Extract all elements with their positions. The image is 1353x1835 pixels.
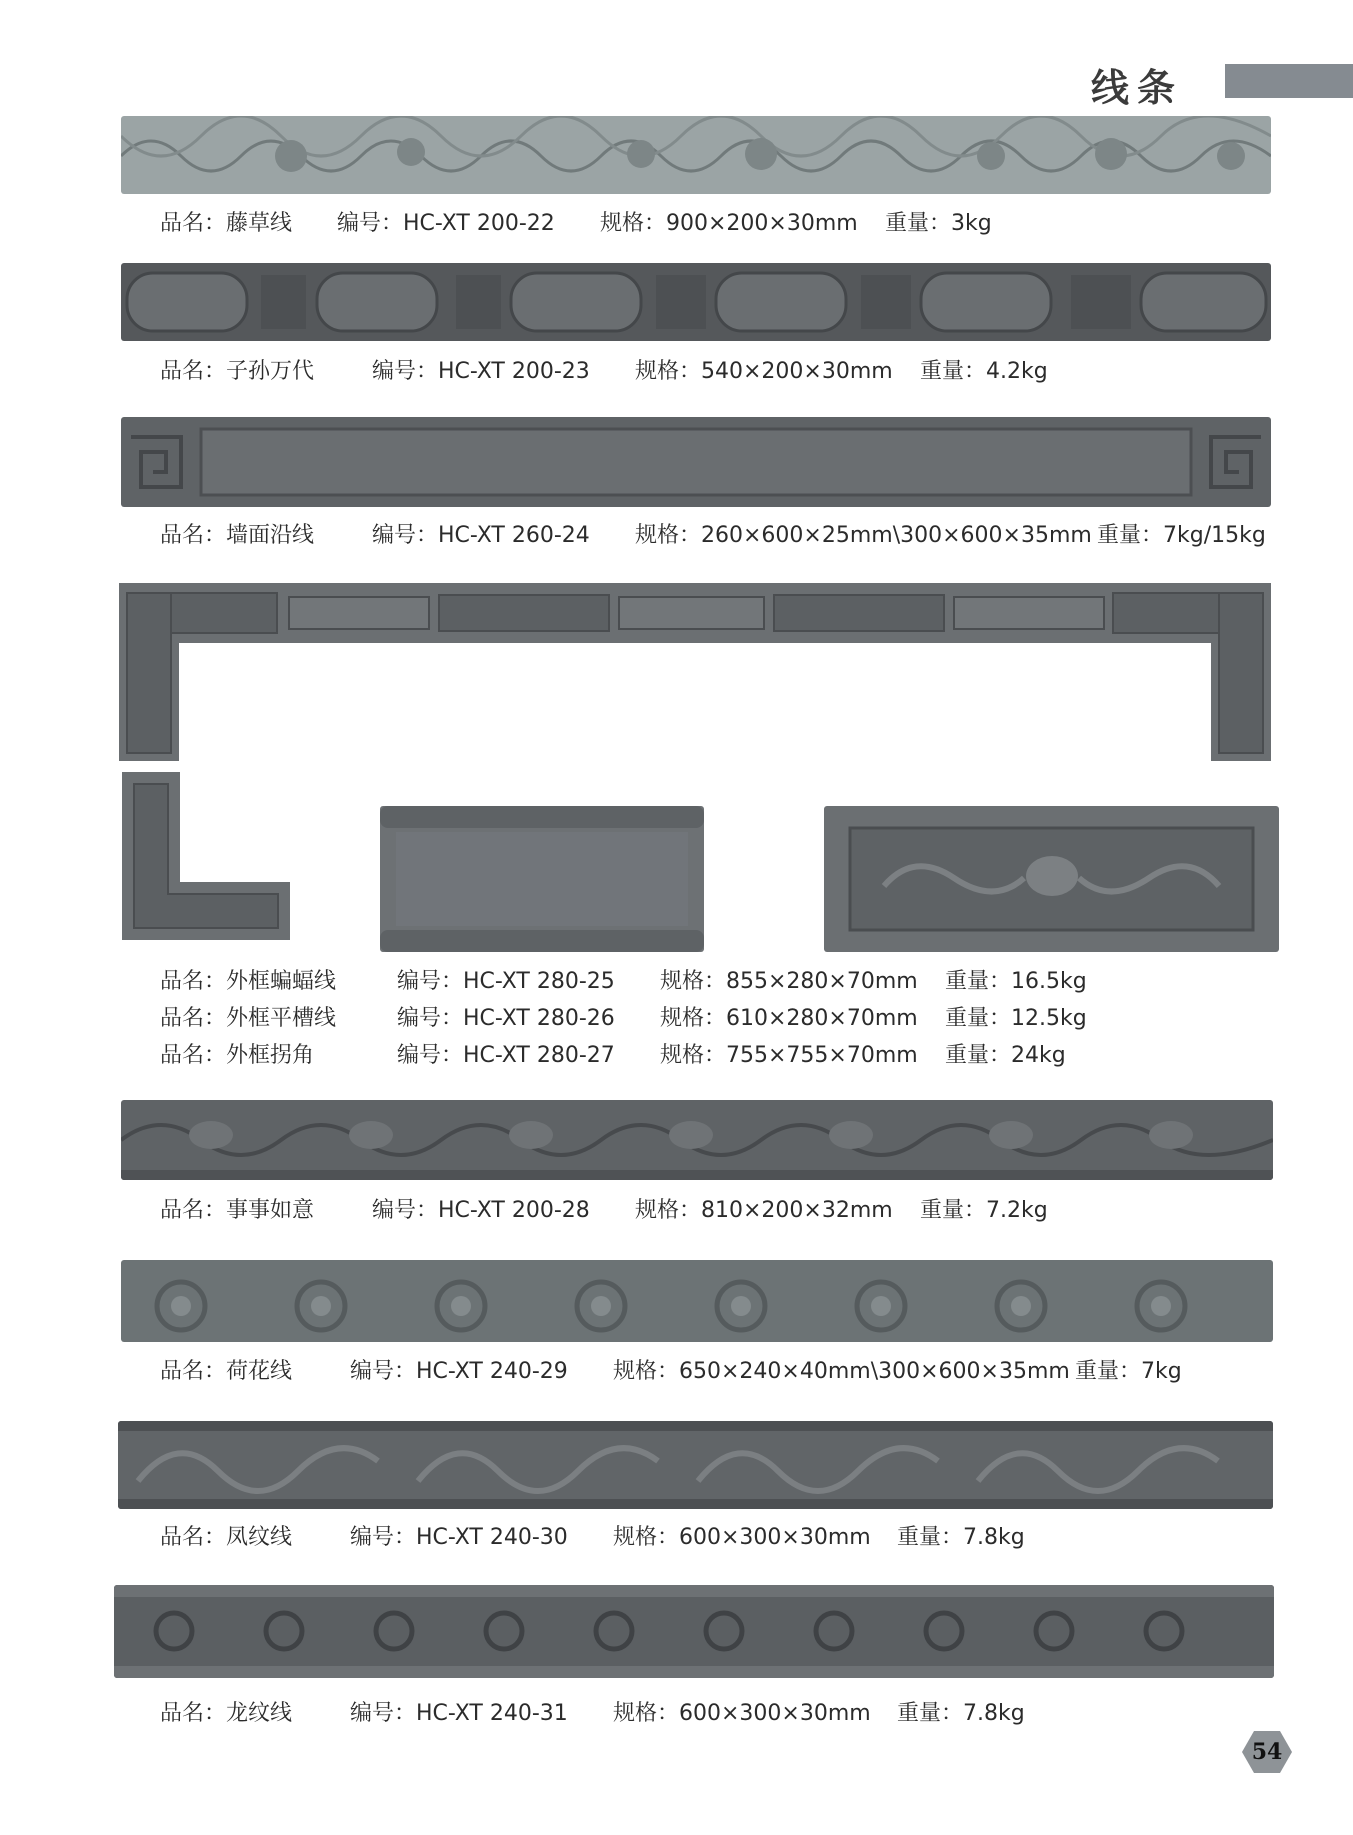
product-spec: 规格：810×200×32mm — [635, 1198, 893, 1223]
product-name: 品名：子孙万代 — [160, 359, 315, 384]
product-name: 品名：外框蝙蝠线 — [160, 969, 337, 994]
product-weight: 重量：24kg — [945, 1043, 1066, 1068]
product-weight: 重量：7.2kg — [920, 1198, 1048, 1223]
page-number-badge — [1241, 1729, 1293, 1775]
product-image-phoenix-line — [118, 1421, 1273, 1509]
product-name: 品名：外框平槽线 — [160, 1006, 337, 1031]
product-code: 编号：HC-XT 240-29 — [350, 1359, 568, 1384]
product-weight: 重量：4.2kg — [920, 359, 1048, 384]
product-spec: 规格：540×200×30mm — [635, 359, 893, 384]
product-image-wall-edge-line — [121, 417, 1271, 507]
product-image-outer-frame-corner — [122, 772, 290, 940]
product-spec: 规格：610×280×70mm — [660, 1006, 918, 1031]
product-spec: 规格：650×240×40mm\300×600×35mm — [613, 1359, 1070, 1384]
product-spec: 规格：600×300×30mm — [613, 1525, 871, 1550]
page-number: 54 — [1251, 1739, 1283, 1765]
product-weight: 重量：7.8kg — [897, 1701, 1025, 1726]
product-code: 编号：HC-XT 200-22 — [337, 211, 555, 236]
product-code: 编号：HC-XT 200-23 — [372, 359, 590, 384]
page-title: 线条 — [1090, 65, 1183, 110]
product-image-outer-frame-bat — [824, 806, 1279, 952]
product-weight: 重量：7kg/15kg — [1097, 523, 1266, 548]
product-spec: 规格：900×200×30mm — [600, 211, 858, 236]
product-image-dragon-line — [114, 1585, 1274, 1678]
product-name: 品名：墙面沿线 — [160, 523, 315, 548]
product-code: 编号：HC-XT 240-31 — [350, 1701, 568, 1726]
product-spec: 规格：260×600×25mm\300×600×35mm — [635, 523, 1092, 548]
product-name: 品名：藤草线 — [160, 211, 293, 236]
product-image-outer-frame-groove — [380, 806, 704, 952]
title-accent-bar — [1225, 64, 1353, 98]
product-code: 编号：HC-XT 280-27 — [397, 1043, 615, 1068]
product-image-descendants-line — [121, 263, 1271, 341]
product-name: 品名：外框拐角 — [160, 1043, 315, 1068]
product-name: 品名：凤纹线 — [160, 1525, 293, 1550]
product-weight: 重量：3kg — [885, 211, 992, 236]
product-name: 品名：龙纹线 — [160, 1701, 293, 1726]
product-weight: 重量：7.8kg — [897, 1525, 1025, 1550]
product-weight: 重量：16.5kg — [945, 969, 1087, 994]
product-spec: 规格：600×300×30mm — [613, 1701, 871, 1726]
product-weight: 重量：12.5kg — [945, 1006, 1087, 1031]
product-code: 编号：HC-XT 280-25 — [397, 969, 615, 994]
product-code: 编号：HC-XT 200-28 — [372, 1198, 590, 1223]
product-code: 编号：HC-XT 280-26 — [397, 1006, 615, 1031]
product-image-lotus-line — [121, 1260, 1273, 1342]
product-code: 编号：HC-XT 240-30 — [350, 1525, 568, 1550]
product-code: 编号：HC-XT 260-24 — [372, 523, 590, 548]
product-spec: 规格：855×280×70mm — [660, 969, 918, 994]
product-image-outer-frame-assembly — [119, 583, 1271, 761]
product-image-vine-line — [121, 116, 1271, 194]
product-spec: 规格：755×755×70mm — [660, 1043, 918, 1068]
product-weight: 重量：7kg — [1075, 1359, 1182, 1384]
product-name: 品名：荷花线 — [160, 1359, 293, 1384]
product-name: 品名：事事如意 — [160, 1198, 315, 1223]
product-image-ruyi-line — [121, 1100, 1273, 1180]
